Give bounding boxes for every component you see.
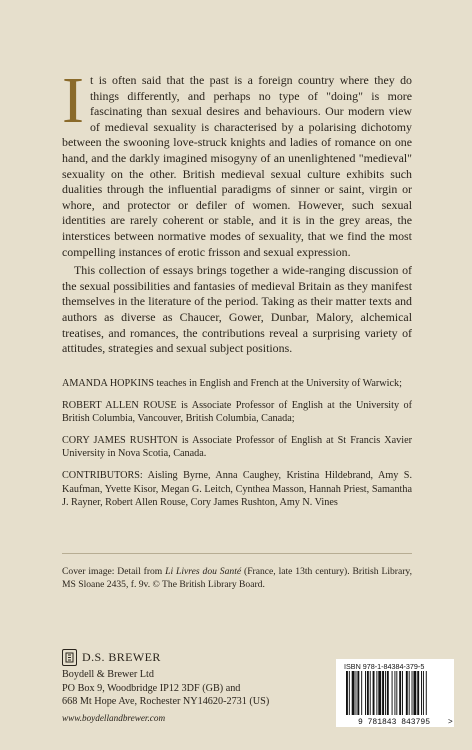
- editor-rouse: ROBERT ALLEN ROUSE is Associate Professor of English at the University of British Columbia, Vancouver, British Columbia, Canada;: [62, 399, 412, 425]
- barcode-bar: [394, 671, 395, 715]
- ds-brewer-logo-icon: [62, 649, 77, 666]
- barcode-bar: [349, 671, 350, 715]
- publisher-address-2: 668 Mt Hope Ave, Rochester NY14620-2731 (US): [62, 696, 270, 708]
- barcode-bar: [413, 671, 416, 715]
- barcode-bar: [365, 671, 366, 715]
- barcode-bar: [373, 671, 375, 715]
- drop-cap: I: [62, 64, 84, 137]
- blurb-paragraph-1-text: t is often said that the past is a foreign country where they do things differently, and perhaps no type of "doing" is more fascinating than sexual desires and behaviours. Our modern view of medieval sexuality is characterised by a polarising dichotomy between the swooning love-struck knights and ladies of romance on one hand, and the darkly imagined misogyny of an unenlightened "medieval" sexuality on the other. British medieval sexual culture exhibits such dualities through the influential paradigms of sinner or saint, virgin or whore, and protector or defiler of women. However, such sexual identities are rarely coherent or stable, and it is in the grey areas, the interstices between normative modes of sexuality, that we find the most compelling instances of erotic frisson and sexual expression.: [62, 73, 412, 259]
- barcode-bar: [382, 671, 384, 715]
- barcode-bar: [378, 671, 381, 715]
- publisher-block: [62, 649, 272, 725]
- barcode-bar: [356, 671, 357, 715]
- barcode-price-mark: >: [448, 717, 453, 726]
- barcode-bar: [423, 671, 424, 715]
- editor-rushton: CORY JAMES RUSHTON is Associate Professor of English at St Francis Xavier University in Nova Scotia, Canada.: [62, 434, 412, 460]
- barcode-digits: 9 781843 843795: [357, 718, 431, 727]
- publisher-brand: D.S. BREWER: [82, 649, 161, 664]
- blurb-paragraph-1: [62, 64, 412, 260]
- barcode-bar: [409, 671, 410, 715]
- barcode-bar: [361, 671, 362, 715]
- cover-credit-title: Li Livres dou Santé: [165, 566, 242, 577]
- barcode-bar: [399, 671, 401, 715]
- barcode-bar: [426, 671, 427, 715]
- isbn-label: ISBN 978-1-84384-379-5: [344, 662, 425, 671]
- publisher-brand-row: [62, 649, 272, 666]
- blurb-paragraph-2: This collection of essays brings together a wide-ranging discussion of the sexual possibilities and fantasies of medieval Britain as they manifest themselves in the literature of the period. Taking as their matter texts and authors as diverse as Chaucer, Gower, Dunbar, Malory, alchemical treatises, and romances, the contributions reveal a surprising variety of attitudes, strategies and sexual subject positions.: [62, 263, 412, 356]
- publisher-name: Boydell & Brewer Ltd: [62, 669, 154, 680]
- barcode-bar: [370, 671, 371, 715]
- barcode-bar: [392, 671, 393, 715]
- cover-credit-suffix: (France, late 13th century). British Library, MS Sloane 2435, f. 9v. © The British Library Board.: [62, 566, 413, 590]
- cover-credit: [62, 565, 412, 591]
- barcode-bar: [385, 671, 386, 715]
- barcode-bar: [352, 671, 355, 715]
- barcode-bar: [406, 671, 408, 715]
- barcode-bar: [346, 671, 348, 715]
- barcode-bar: [357, 671, 359, 715]
- barcode-graphic: [336, 659, 454, 727]
- publisher-address-1: PO Box 9, Woodbridge IP12 3DF (GB) and: [62, 682, 241, 694]
- publisher-url[interactable]: www.boydellandbrewer.com: [62, 712, 166, 723]
- barcode-bar: [412, 671, 413, 715]
- barcode-bar: [376, 671, 377, 715]
- editor-hopkins: AMANDA HOPKINS teaches in English and French at the University of Warwick;: [62, 378, 402, 389]
- blurb: [62, 64, 412, 357]
- contributors: CONTRIBUTORS: Aisling Byrne, Anna Caughey, Kristina Hildebrand, Amy S. Kaufman, Yvette Kisor, Megan G. Leitch, Cynthea Masson, Hannah Priest, Samantha J. Rayner, Robert Allen Rouse, Cory James Rushton, Amy N. Vines: [62, 469, 412, 509]
- editors-section: [62, 377, 412, 518]
- isbn-barcode: [336, 659, 454, 727]
- barcode-bar: [402, 671, 403, 715]
- divider: [62, 553, 412, 554]
- barcode-bar: [421, 671, 422, 715]
- barcode-bar: [396, 671, 397, 715]
- cover-credit-prefix: Cover image: Detail from: [62, 566, 166, 577]
- barcode-bar: [417, 671, 419, 715]
- barcode-bar: [367, 671, 369, 715]
- barcode-bar: [387, 671, 389, 715]
